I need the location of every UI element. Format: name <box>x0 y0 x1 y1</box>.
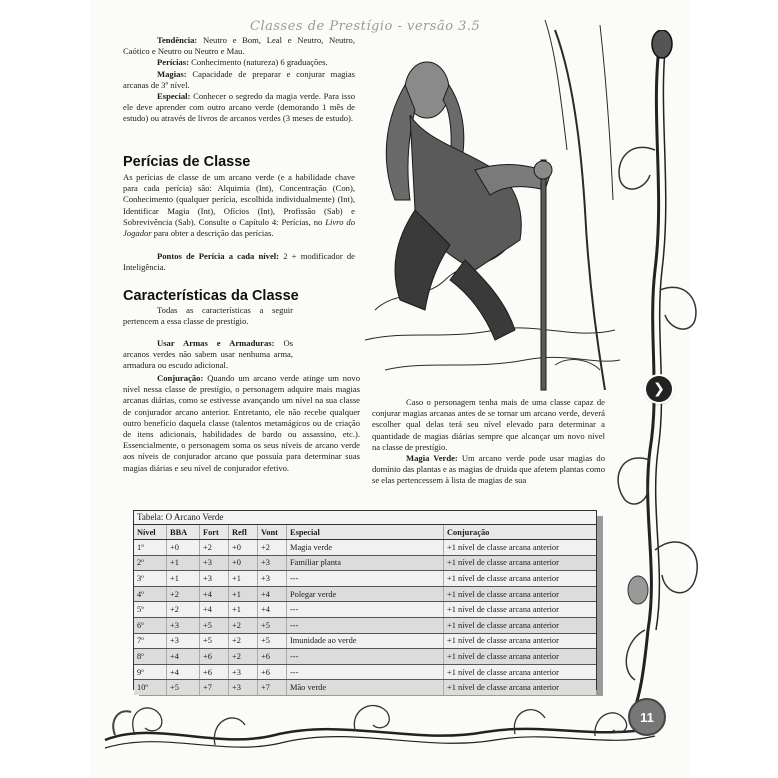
magias-label: Magias: <box>157 68 187 79</box>
tendencia-text: Neutro e Bom, Leal e Neutro, Neutro, Caótico e Neutro ou Neutro e Mau. <box>123 35 355 57</box>
cell-especial: --- <box>287 602 444 618</box>
cell-nivel: 10º <box>134 680 167 695</box>
pericias-classe-body: As perícias de classe de um arcano verde (e a habilidade chave para cada perícia) são: Alquimia (Int), Concentração (Con), Conhecimento (qualquer perícia, escolhida individualmente) (Int), Identificar Magia (Int), Ofícios (Int), Profissão (Sab) e Sobrevivência (Sab). Consulte o Capítulo 4: Perícias, no <box>123 172 355 227</box>
cell-refl: +2 <box>229 617 258 633</box>
cell-especial: --- <box>287 617 444 633</box>
caso-text: Caso o personagem tenha mais de uma classe capaz de conjurar magias arcanas antes de se tornar um arcano verde, deverá escolher qual delas terá seu nível elevado para determinar a quantidade de magias diárias sempre que alcançar um novo nível na classe de prestígio. <box>372 397 605 452</box>
cell-conjuracao: +1 nível de classe arcana anterior <box>444 617 597 633</box>
cell-vont: +4 <box>258 602 287 618</box>
cell-bba: +5 <box>167 680 200 695</box>
cell-bba: +3 <box>167 617 200 633</box>
cell-fort: +7 <box>200 680 229 695</box>
conjuracao-block <box>123 373 360 474</box>
cell-refl: +1 <box>229 571 258 587</box>
pontos-pericia <box>123 251 355 273</box>
cell-fort: +5 <box>200 617 229 633</box>
cell-especial: Imunidade ao verde <box>287 633 444 649</box>
cell-refl: +1 <box>229 586 258 602</box>
cell-conjuracao: +1 nível de classe arcana anterior <box>444 664 597 680</box>
cell-especial: Familiar planta <box>287 555 444 571</box>
pericias-label: Perícias: <box>157 57 189 68</box>
table-row <box>134 571 596 587</box>
table-row <box>134 633 596 649</box>
cell-nivel: 8º <box>134 649 167 665</box>
col-conjuracao: Conjuração <box>444 525 597 540</box>
progression-table <box>134 525 596 695</box>
next-page-button[interactable] <box>646 376 672 402</box>
cell-fort: +4 <box>200 586 229 602</box>
cell-vont: +4 <box>258 586 287 602</box>
druid-illustration <box>355 10 625 395</box>
column-two <box>372 397 605 487</box>
cell-bba: +4 <box>167 664 200 680</box>
cell-refl: +0 <box>229 555 258 571</box>
table-row <box>134 680 596 695</box>
armas-label: Usar Armas e Armaduras: <box>157 338 275 348</box>
cell-conjuracao: +1 nível de classe arcana anterior <box>444 680 597 695</box>
cell-bba: +1 <box>167 571 200 587</box>
magias-text: Capacidade de preparar e conjurar magias arcanas de 3º nível. <box>123 68 355 90</box>
vine-border-bottom <box>95 690 695 765</box>
cell-nivel: 1º <box>134 540 167 556</box>
cell-nivel: 9º <box>134 664 167 680</box>
pericias-text: Conhecimento (natureza) 6 graduações. <box>188 57 328 68</box>
cell-fort: +6 <box>200 664 229 680</box>
table-row <box>134 664 596 680</box>
caracteristicas-intro <box>123 305 293 327</box>
especial-label: Especial: <box>157 91 191 102</box>
table-header-row <box>134 525 596 540</box>
cell-fort: +6 <box>200 649 229 665</box>
cell-refl: +3 <box>229 664 258 680</box>
table-row <box>134 617 596 633</box>
table-row <box>134 602 596 618</box>
cell-nivel: 5º <box>134 602 167 618</box>
page-number: 11 <box>628 698 666 736</box>
caracteristicas-intro-text: Todas as características a seguir pertencem a essa classe de prestígio. <box>123 305 293 327</box>
caracteristicas-heading: Características da Classe <box>123 288 299 304</box>
col-especial: Especial <box>287 525 444 540</box>
col-nivel: Nível <box>134 525 167 540</box>
cell-bba: +2 <box>167 602 200 618</box>
cell-vont: +5 <box>258 633 287 649</box>
cell-nivel: 4º <box>134 586 167 602</box>
cell-bba: +3 <box>167 633 200 649</box>
cell-bba: +1 <box>167 555 200 571</box>
cell-refl: +3 <box>229 680 258 695</box>
cell-fort: +5 <box>200 633 229 649</box>
cell-vont: +6 <box>258 664 287 680</box>
cell-conjuracao: +1 nível de classe arcana anterior <box>444 586 597 602</box>
cell-fort: +4 <box>200 602 229 618</box>
cell-conjuracao: +1 nível de classe arcana anterior <box>444 602 597 618</box>
page-header-title: Classes de Prestígio - versão 3.5 <box>250 19 481 34</box>
pericias-classe-heading: Perícias de Classe <box>123 154 251 170</box>
table-row <box>134 540 596 556</box>
arcano-verde-table <box>133 510 597 693</box>
cell-refl: +2 <box>229 633 258 649</box>
col-fort: Fort <box>200 525 229 540</box>
cell-vont: +7 <box>258 680 287 695</box>
pontos-label: Pontos de Perícia a cada nível: <box>157 251 280 261</box>
cell-vont: +2 <box>258 540 287 556</box>
cell-conjuracao: +1 nível de classe arcana anterior <box>444 555 597 571</box>
cell-vont: +3 <box>258 555 287 571</box>
armas-text: Os arcanos verdes não sabem usar nenhuma arma, armadura ou escudo adicional. <box>123 338 293 371</box>
pericias-classe-text <box>123 172 355 239</box>
cell-fort: +3 <box>200 555 229 571</box>
cell-conjuracao: +1 nível de classe arcana anterior <box>444 571 597 587</box>
cell-refl: +0 <box>229 540 258 556</box>
col-bba: BBA <box>167 525 200 540</box>
especial-text: Conhecer o segredo da magia verde. Para isso ele deve aprender com outro arcano verde (demorando 1 mês de estudo) ou através de livros de arcanos verdes (3 meses de estudo). <box>123 91 355 124</box>
cell-conjuracao: +1 nível de classe arcana anterior <box>444 633 597 649</box>
cell-nivel: 7º <box>134 633 167 649</box>
armas-armaduras <box>123 338 293 372</box>
cell-especial: Magia verde <box>287 540 444 556</box>
prereq-tendencia <box>123 35 355 57</box>
cell-refl: +2 <box>229 649 258 665</box>
conjuracao-label: Conjuração: <box>157 373 204 383</box>
cell-especial: --- <box>287 571 444 587</box>
cell-refl: +1 <box>229 602 258 618</box>
cell-conjuracao: +1 nível de classe arcana anterior <box>444 649 597 665</box>
col-refl: Refl <box>229 525 258 540</box>
pontos-text: 2 + modificador de Inteligência. <box>123 251 355 273</box>
cell-vont: +5 <box>258 617 287 633</box>
cell-fort: +3 <box>200 571 229 587</box>
cell-conjuracao: +1 nível de classe arcana anterior <box>444 540 597 556</box>
col-vont: Vont <box>258 525 287 540</box>
cell-bba: +2 <box>167 586 200 602</box>
livro-do-jogador-ref: Livro do Jogador <box>123 216 355 239</box>
prereq-especial <box>123 91 355 125</box>
cell-nivel: 6º <box>134 617 167 633</box>
cell-especial: --- <box>287 649 444 665</box>
chevron-right-icon: ❯ <box>653 381 665 397</box>
conjuracao-text: Quando um arcano verde atinge um novo nível nessa classe de prestígio, o personagem adquire mais magias arcanas diárias, como se estivesse avançando um nível na sua classe de conjurador arcano anterior. Entretanto, ele não recebe qualquer outro benefício daquela classe (talentos metamágicos ou de criação de itens adicionais, habilidades de bardo ou assassino, etc.). Essencialmente, o personagem soma os seus níveis de arcano verde aos níveis de conjurador arcano que possuía para determinar suas magias diárias e seu nível de conjurador efetivo. <box>123 373 360 473</box>
table-row <box>134 555 596 571</box>
cell-nivel: 3º <box>134 571 167 587</box>
tendencia-label: Tendência: <box>157 35 198 45</box>
table-row <box>134 649 596 665</box>
prerequisites-block <box>123 35 355 125</box>
table-title: Tabela: O Arcano Verde <box>134 511 596 525</box>
table-row <box>134 586 596 602</box>
cell-fort: +2 <box>200 540 229 556</box>
cell-nivel: 2º <box>134 555 167 571</box>
magia-verde-text: Um arcano verde pode usar magias do domínio das plantas e as magias de druida que afetem plantas como se elas pertencessem à lista de magias de sua <box>372 453 605 486</box>
cell-bba: +0 <box>167 540 200 556</box>
cell-especial: --- <box>287 664 444 680</box>
cell-especial: Polegar verde <box>287 586 444 602</box>
cell-especial: Mão verde <box>287 680 444 695</box>
cell-vont: +6 <box>258 649 287 665</box>
cell-bba: +4 <box>167 649 200 665</box>
cell-vont: +3 <box>258 571 287 587</box>
pericias-classe-body-end: para obter a descrição das perícias. <box>151 228 274 239</box>
prereq-pericias <box>123 57 355 68</box>
prereq-magias <box>123 69 355 91</box>
magia-verde-label: Magia Verde: <box>406 453 458 464</box>
